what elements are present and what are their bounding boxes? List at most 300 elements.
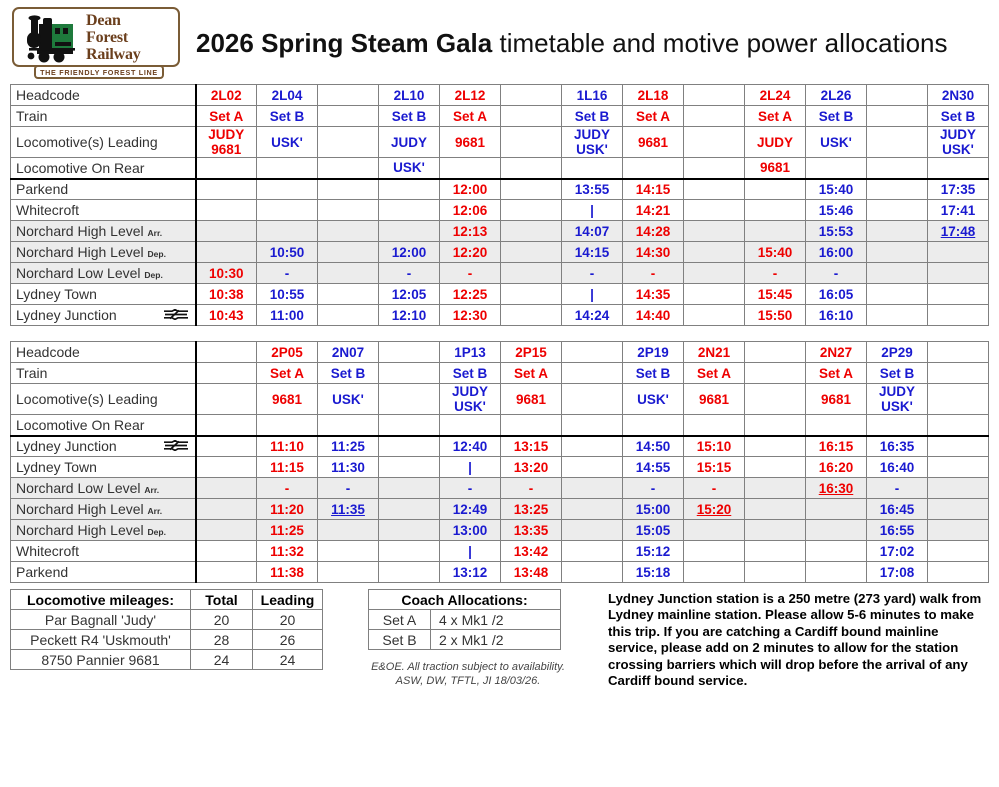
time-cell: 13:42 xyxy=(501,541,562,562)
time-cell xyxy=(928,520,989,541)
loco-leading-cell: JUDY 9681 xyxy=(196,127,257,158)
time-cell xyxy=(379,200,440,221)
loco-leading-cell: USK' xyxy=(257,127,318,158)
time-cell: 16:05 xyxy=(806,284,867,305)
time-cell xyxy=(806,499,867,520)
headcode-cell: 1P13 xyxy=(440,342,501,363)
mileages-row xyxy=(11,610,323,630)
time-cell xyxy=(562,436,623,457)
time-cell xyxy=(684,562,745,583)
train-set-cell xyxy=(684,106,745,127)
loco-on-rear-cell xyxy=(806,158,867,179)
train-set-row xyxy=(11,363,989,384)
row-label: Headcode xyxy=(11,342,196,363)
station-name-cell: Norchard High Level Arr. xyxy=(11,221,196,242)
time-cell: 15:50 xyxy=(745,305,806,326)
time-cell: 17:48 xyxy=(928,221,989,242)
time-cell: 17:41 xyxy=(928,200,989,221)
headcode-cell: 2L02 xyxy=(196,85,257,106)
time-cell xyxy=(745,562,806,583)
time-cell: | xyxy=(440,457,501,478)
loco-on-rear-cell xyxy=(440,158,501,179)
coach-set-label: Set B xyxy=(369,630,431,650)
time-cell: 17:35 xyxy=(928,179,989,200)
headcode-cell xyxy=(928,342,989,363)
loco-on-rear-cell xyxy=(196,158,257,179)
loco-on-rear-cell xyxy=(806,415,867,436)
loco-leading-cell: 9681 xyxy=(623,127,684,158)
time-cell: 17:08 xyxy=(867,562,928,583)
time-cell xyxy=(928,562,989,583)
time-cell: 14:50 xyxy=(623,436,684,457)
loco-leading-cell: 9681 xyxy=(257,384,318,415)
loco-leading-cell: JUDY USK' xyxy=(928,127,989,158)
loco-leading-row xyxy=(11,127,989,158)
time-cell xyxy=(928,263,989,284)
time-cell xyxy=(745,221,806,242)
time-cell: 11:32 xyxy=(257,541,318,562)
page-footer xyxy=(0,583,999,689)
loco-leading-cell xyxy=(684,127,745,158)
headcode-cell: 2P29 xyxy=(867,342,928,363)
train-set-cell: Set B xyxy=(867,363,928,384)
loco-leading-cell: JUDY USK' xyxy=(440,384,501,415)
time-cell xyxy=(196,242,257,263)
train-set-cell xyxy=(501,106,562,127)
time-cell: 12:00 xyxy=(379,242,440,263)
time-cell xyxy=(867,284,928,305)
station-row xyxy=(11,305,989,326)
time-cell: 14:07 xyxy=(562,221,623,242)
loco-on-rear-cell xyxy=(257,415,318,436)
time-cell xyxy=(196,200,257,221)
time-cell: 14:55 xyxy=(623,457,684,478)
time-cell xyxy=(867,263,928,284)
time-cell: 16:40 xyxy=(867,457,928,478)
time-cell: 14:15 xyxy=(623,179,684,200)
time-cell: - xyxy=(623,478,684,499)
time-cell: 17:02 xyxy=(867,541,928,562)
time-cell: 13:35 xyxy=(501,520,562,541)
logo-wordmark xyxy=(86,12,141,63)
station-name-cell: Norchard High Level Arr. xyxy=(11,499,196,520)
time-cell: - xyxy=(318,478,379,499)
headcode-cell xyxy=(379,342,440,363)
notice-column xyxy=(600,589,989,689)
headcode-cell xyxy=(501,85,562,106)
time-cell: 16:00 xyxy=(806,242,867,263)
station-row xyxy=(11,242,989,263)
time-cell xyxy=(867,242,928,263)
time-cell: 12:06 xyxy=(440,200,501,221)
time-cell: 12:40 xyxy=(440,436,501,457)
loco-leading-cell: 9681 xyxy=(501,384,562,415)
train-set-cell: Set A xyxy=(501,363,562,384)
station-name-cell: Whitecroft xyxy=(11,541,196,562)
time-cell xyxy=(928,478,989,499)
time-cell xyxy=(745,179,806,200)
time-cell xyxy=(196,221,257,242)
time-cell: 12:10 xyxy=(379,305,440,326)
time-cell xyxy=(379,179,440,200)
time-cell: 10:38 xyxy=(196,284,257,305)
time-cell xyxy=(745,499,806,520)
timetable-up xyxy=(10,341,989,583)
station-name-cell: Parkend xyxy=(11,562,196,583)
loco-leading-miles: 24 xyxy=(253,650,323,670)
time-cell xyxy=(928,242,989,263)
coach-formation: 2 x Mk1 /2 xyxy=(431,630,561,650)
train-set-row xyxy=(11,106,989,127)
time-cell: 15:05 xyxy=(623,520,684,541)
time-cell: 12:00 xyxy=(440,179,501,200)
time-cell: 14:15 xyxy=(562,242,623,263)
loco-leading-cell: JUDY xyxy=(379,127,440,158)
time-cell xyxy=(318,305,379,326)
time-cell xyxy=(257,200,318,221)
loco-leading-cell: USK' xyxy=(318,384,379,415)
time-cell: 15:10 xyxy=(684,436,745,457)
loco-on-rear-cell xyxy=(440,415,501,436)
train-set-cell xyxy=(379,363,440,384)
time-cell: 12:13 xyxy=(440,221,501,242)
time-cell: 11:25 xyxy=(318,436,379,457)
coach-title: Coach Allocations: xyxy=(369,590,561,610)
train-set-cell: Set A xyxy=(440,106,501,127)
loco-on-rear-cell xyxy=(684,415,745,436)
time-cell: | xyxy=(562,200,623,221)
loco-on-rear-cell xyxy=(318,158,379,179)
time-cell: 12:25 xyxy=(440,284,501,305)
train-set-cell: Set B xyxy=(623,363,684,384)
time-cell: - xyxy=(623,263,684,284)
headcode-cell: 2N07 xyxy=(318,342,379,363)
loco-leading-cell: JUDY xyxy=(745,127,806,158)
time-cell: 12:05 xyxy=(379,284,440,305)
station-row xyxy=(11,562,989,583)
time-cell: 15:46 xyxy=(806,200,867,221)
loco-leading-miles: 26 xyxy=(253,630,323,650)
logo-line-3: Railway xyxy=(86,46,141,63)
time-cell: 13:25 xyxy=(501,499,562,520)
coach-row xyxy=(369,610,561,630)
time-cell xyxy=(379,562,440,583)
time-cell: 14:21 xyxy=(623,200,684,221)
loco-on-rear-cell xyxy=(318,415,379,436)
loco-leading-cell: JUDY USK' xyxy=(562,127,623,158)
time-cell: 16:45 xyxy=(867,499,928,520)
station-name-cell: Parkend xyxy=(11,179,196,200)
locomotive-mileages-table xyxy=(10,589,323,670)
time-cell xyxy=(257,179,318,200)
logo-line-1: Dean xyxy=(86,12,121,29)
time-cell xyxy=(501,242,562,263)
time-cell xyxy=(806,541,867,562)
row-label: Locomotive On Rear xyxy=(11,158,196,179)
loco-leading-row xyxy=(11,384,989,415)
loco-on-rear-row xyxy=(11,415,989,436)
train-set-cell: Set A xyxy=(257,363,318,384)
time-cell: - xyxy=(257,478,318,499)
time-cell xyxy=(562,499,623,520)
time-cell xyxy=(196,478,257,499)
loco-leading-cell xyxy=(867,127,928,158)
time-cell: 15:12 xyxy=(623,541,684,562)
time-cell xyxy=(684,284,745,305)
time-cell: 12:49 xyxy=(440,499,501,520)
loco-leading-cell xyxy=(379,384,440,415)
headcode-cell: 2N30 xyxy=(928,85,989,106)
time-cell xyxy=(684,305,745,326)
row-label: Train xyxy=(11,106,196,127)
page-title-light: timetable and motive power allocations xyxy=(492,27,948,58)
time-cell xyxy=(196,562,257,583)
train-set-cell: Set B xyxy=(257,106,318,127)
loco-on-rear-row xyxy=(11,158,989,179)
loco-on-rear-cell xyxy=(257,158,318,179)
time-cell xyxy=(501,221,562,242)
time-cell xyxy=(562,478,623,499)
page-title xyxy=(196,28,948,59)
station-name-cell: Whitecroft xyxy=(11,200,196,221)
time-cell xyxy=(318,520,379,541)
mileages-header-row xyxy=(11,590,323,610)
time-cell xyxy=(684,520,745,541)
time-cell: 13:15 xyxy=(501,436,562,457)
loco-total-miles: 24 xyxy=(191,650,253,670)
station-row xyxy=(11,457,989,478)
headcode-cell xyxy=(318,85,379,106)
coach-allocations-table xyxy=(368,589,561,650)
loco-leading-cell: 9681 xyxy=(440,127,501,158)
time-cell xyxy=(745,457,806,478)
headcode-cell xyxy=(745,342,806,363)
loco-total-miles: 20 xyxy=(191,610,253,630)
headcode-cell xyxy=(196,342,257,363)
time-cell xyxy=(562,457,623,478)
time-cell: - xyxy=(379,263,440,284)
time-cell xyxy=(196,520,257,541)
mileages-column xyxy=(10,589,350,689)
time-cell: 11:38 xyxy=(257,562,318,583)
time-cell: 11:15 xyxy=(257,457,318,478)
time-cell: 13:20 xyxy=(501,457,562,478)
headcode-cell: 2L26 xyxy=(806,85,867,106)
row-label: Locomotive(s) Leading xyxy=(11,127,196,158)
time-cell: 15:45 xyxy=(745,284,806,305)
time-cell xyxy=(928,284,989,305)
timetable-down xyxy=(10,84,989,326)
time-cell: - xyxy=(440,478,501,499)
loco-on-rear-cell xyxy=(928,415,989,436)
time-cell xyxy=(867,221,928,242)
mileages-row xyxy=(11,630,323,650)
time-cell: 15:40 xyxy=(745,242,806,263)
loco-leading-cell xyxy=(562,384,623,415)
station-name-cell: Lydney Town xyxy=(11,457,196,478)
time-cell: 15:53 xyxy=(806,221,867,242)
station-row xyxy=(11,200,989,221)
time-cell: 16:20 xyxy=(806,457,867,478)
table-spacer xyxy=(0,326,999,341)
time-cell xyxy=(379,541,440,562)
train-set-cell xyxy=(745,363,806,384)
loco-leading-cell xyxy=(745,384,806,415)
time-cell xyxy=(318,221,379,242)
time-cell: | xyxy=(562,284,623,305)
time-cell xyxy=(379,499,440,520)
time-cell xyxy=(867,200,928,221)
time-cell: 11:00 xyxy=(257,305,318,326)
time-cell xyxy=(684,221,745,242)
national-rail-icon-wrap xyxy=(163,438,189,454)
logo-frame xyxy=(12,7,180,67)
national-rail-icon xyxy=(163,440,189,451)
train-set-cell xyxy=(928,363,989,384)
dean-forest-railway-logo xyxy=(12,7,180,79)
loco-leading-cell xyxy=(501,127,562,158)
loco-on-rear-cell xyxy=(196,415,257,436)
time-cell xyxy=(196,499,257,520)
time-cell xyxy=(501,179,562,200)
time-cell: 11:20 xyxy=(257,499,318,520)
page-header xyxy=(0,0,999,84)
station-name-cell: Norchard High Level Dep. xyxy=(11,242,196,263)
headcode-cell: 2N27 xyxy=(806,342,867,363)
steam-locomotive-icon xyxy=(19,12,85,64)
time-cell: 14:28 xyxy=(623,221,684,242)
station-row xyxy=(11,221,989,242)
time-cell xyxy=(928,457,989,478)
headcode-cell: 2L04 xyxy=(257,85,318,106)
train-set-cell: Set A xyxy=(196,106,257,127)
time-cell xyxy=(684,541,745,562)
mileages-title: Locomotive mileages: xyxy=(11,590,191,610)
headcode-cell: 2L18 xyxy=(623,85,684,106)
time-cell: - xyxy=(684,478,745,499)
headcode-cell: 1L16 xyxy=(562,85,623,106)
time-cell xyxy=(196,436,257,457)
station-row xyxy=(11,520,989,541)
train-set-cell: Set B xyxy=(806,106,867,127)
time-cell xyxy=(562,520,623,541)
mileages-col-total: Total xyxy=(191,590,253,610)
train-set-cell: Set B xyxy=(318,363,379,384)
station-row xyxy=(11,284,989,305)
time-cell xyxy=(379,520,440,541)
loco-leading-cell: 9681 xyxy=(684,384,745,415)
time-cell: 11:30 xyxy=(318,457,379,478)
time-cell xyxy=(745,520,806,541)
time-cell xyxy=(501,263,562,284)
eoe-line-1: E&OE. All traction subject to availability. xyxy=(371,661,565,673)
station-row xyxy=(11,436,989,457)
time-cell xyxy=(501,305,562,326)
loco-on-rear-cell xyxy=(623,158,684,179)
coach-formation: 4 x Mk1 /2 xyxy=(431,610,561,630)
loco-on-rear-cell xyxy=(562,158,623,179)
time-cell xyxy=(318,242,379,263)
time-cell xyxy=(318,562,379,583)
time-cell: 14:30 xyxy=(623,242,684,263)
loco-leading-cell xyxy=(928,384,989,415)
time-cell: - xyxy=(257,263,318,284)
time-cell: 13:48 xyxy=(501,562,562,583)
time-cell xyxy=(867,305,928,326)
time-cell xyxy=(379,478,440,499)
row-label: Locomotive On Rear xyxy=(11,415,196,436)
time-cell xyxy=(196,457,257,478)
station-row xyxy=(11,263,989,284)
station-name-cell: Lydney Town xyxy=(11,284,196,305)
loco-leading-cell: USK' xyxy=(806,127,867,158)
headcode-cell: 2P15 xyxy=(501,342,562,363)
time-cell: 15:18 xyxy=(623,562,684,583)
loco-leading-cell: JUDY USK' xyxy=(867,384,928,415)
train-set-cell: Set B xyxy=(379,106,440,127)
loco-on-rear-cell xyxy=(623,415,684,436)
headcode-cell xyxy=(562,342,623,363)
time-cell: 13:55 xyxy=(562,179,623,200)
time-cell xyxy=(318,179,379,200)
time-cell xyxy=(196,179,257,200)
time-cell xyxy=(562,541,623,562)
time-cell xyxy=(928,499,989,520)
loco-leading-cell xyxy=(318,127,379,158)
time-cell xyxy=(745,436,806,457)
time-cell xyxy=(501,200,562,221)
time-cell: - xyxy=(440,263,501,284)
loco-leading-miles: 20 xyxy=(253,610,323,630)
time-cell: - xyxy=(501,478,562,499)
train-set-cell: Set A xyxy=(806,363,867,384)
loco-on-rear-cell xyxy=(928,158,989,179)
page-title-bold: 2026 Spring Steam Gala xyxy=(196,27,493,58)
station-name-cell: Norchard Low Level Dep. xyxy=(11,263,196,284)
headcode-row xyxy=(11,85,989,106)
time-cell: | xyxy=(440,541,501,562)
headcode-cell xyxy=(684,85,745,106)
loco-name: Peckett R4 'Uskmouth' xyxy=(11,630,191,650)
time-cell xyxy=(196,541,257,562)
train-set-cell: Set B xyxy=(440,363,501,384)
time-cell xyxy=(745,200,806,221)
coach-set-label: Set A xyxy=(369,610,431,630)
mileages-row xyxy=(11,650,323,670)
station-row xyxy=(11,541,989,562)
eoe-note xyxy=(368,660,568,688)
timetable-up-wrapper xyxy=(0,341,999,583)
station-name-cell: Lydney Junction xyxy=(11,436,196,457)
coach-header-row xyxy=(369,590,561,610)
time-cell: 15:20 xyxy=(684,499,745,520)
time-cell: 10:50 xyxy=(257,242,318,263)
time-cell: 16:30 xyxy=(806,478,867,499)
headcode-cell: 2P19 xyxy=(623,342,684,363)
row-label: Locomotive(s) Leading xyxy=(11,384,196,415)
loco-total-miles: 28 xyxy=(191,630,253,650)
time-cell xyxy=(684,179,745,200)
loco-leading-cell xyxy=(196,384,257,415)
time-cell: 10:30 xyxy=(196,263,257,284)
time-cell: 14:24 xyxy=(562,305,623,326)
coach-row xyxy=(369,630,561,650)
train-set-cell xyxy=(562,363,623,384)
time-cell xyxy=(501,284,562,305)
loco-on-rear-cell xyxy=(562,415,623,436)
time-cell xyxy=(745,478,806,499)
train-set-cell: Set B xyxy=(928,106,989,127)
